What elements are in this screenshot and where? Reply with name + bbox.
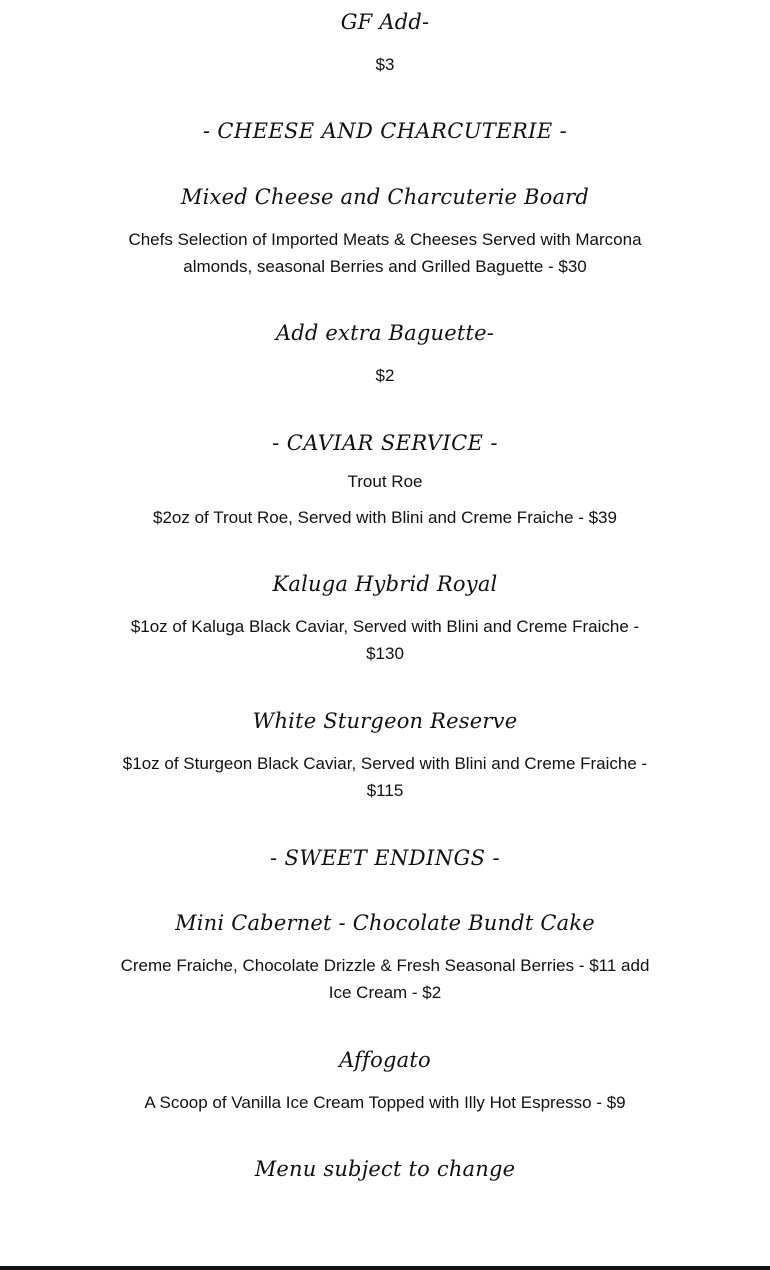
- extra-baguette-title: Add extra Baguette-: [275, 321, 495, 345]
- gf-add-price: $3: [375, 55, 395, 74]
- caviar-section-heading: - CAVIAR SERVICE -: [272, 431, 498, 455]
- gf-add-title: GF Add-: [340, 10, 430, 34]
- bottom-divider: [0, 1266, 770, 1270]
- trout-roe-title: Trout Roe: [347, 472, 423, 491]
- sweet-section-heading: - SWEET ENDINGS -: [269, 846, 501, 870]
- sturgeon-title: White Sturgeon Reserve: [252, 709, 518, 733]
- kaluga-title: Kaluga Hybrid Royal: [272, 572, 498, 596]
- sturgeon-description: $1oz of Sturgeon Black Caviar, Served with Blini and Creme Fraiche - $115: [122, 754, 648, 800]
- bundt-cake-description: Creme Fraiche, Chocolate Drizzle & Fresh Seasonal Berries - $11 add Ice Cream - $2: [120, 956, 650, 1002]
- kaluga-description: $1oz of Kaluga Black Caviar, Served with Blini and Creme Fraiche - $130: [130, 617, 640, 663]
- cheese-board-description: Chefs Selection of Imported Meats & Cheeses Served with Marcona almonds, seasonal Berries and Grilled Baguette - $30: [128, 230, 642, 276]
- trout-roe-description: $2oz of Trout Roe, Served with Blini and Creme Fraiche - $39: [153, 508, 617, 527]
- bundt-cake-title: Mini Cabernet - Chocolate Bundt Cake: [175, 911, 595, 935]
- affogato-title: Affogato: [339, 1048, 431, 1072]
- extra-baguette-price: $2: [375, 366, 395, 385]
- affogato-description: A Scoop of Vanilla Ice Cream Topped with Illy Hot Espresso - $9: [144, 1093, 626, 1112]
- menu-subject-to-change-note: Menu subject to change: [254, 1157, 516, 1181]
- cheese-board-title: Mixed Cheese and Charcuterie Board: [180, 185, 590, 209]
- cheese-section-heading: - CHEESE AND CHARCUTERIE -: [202, 119, 568, 143]
